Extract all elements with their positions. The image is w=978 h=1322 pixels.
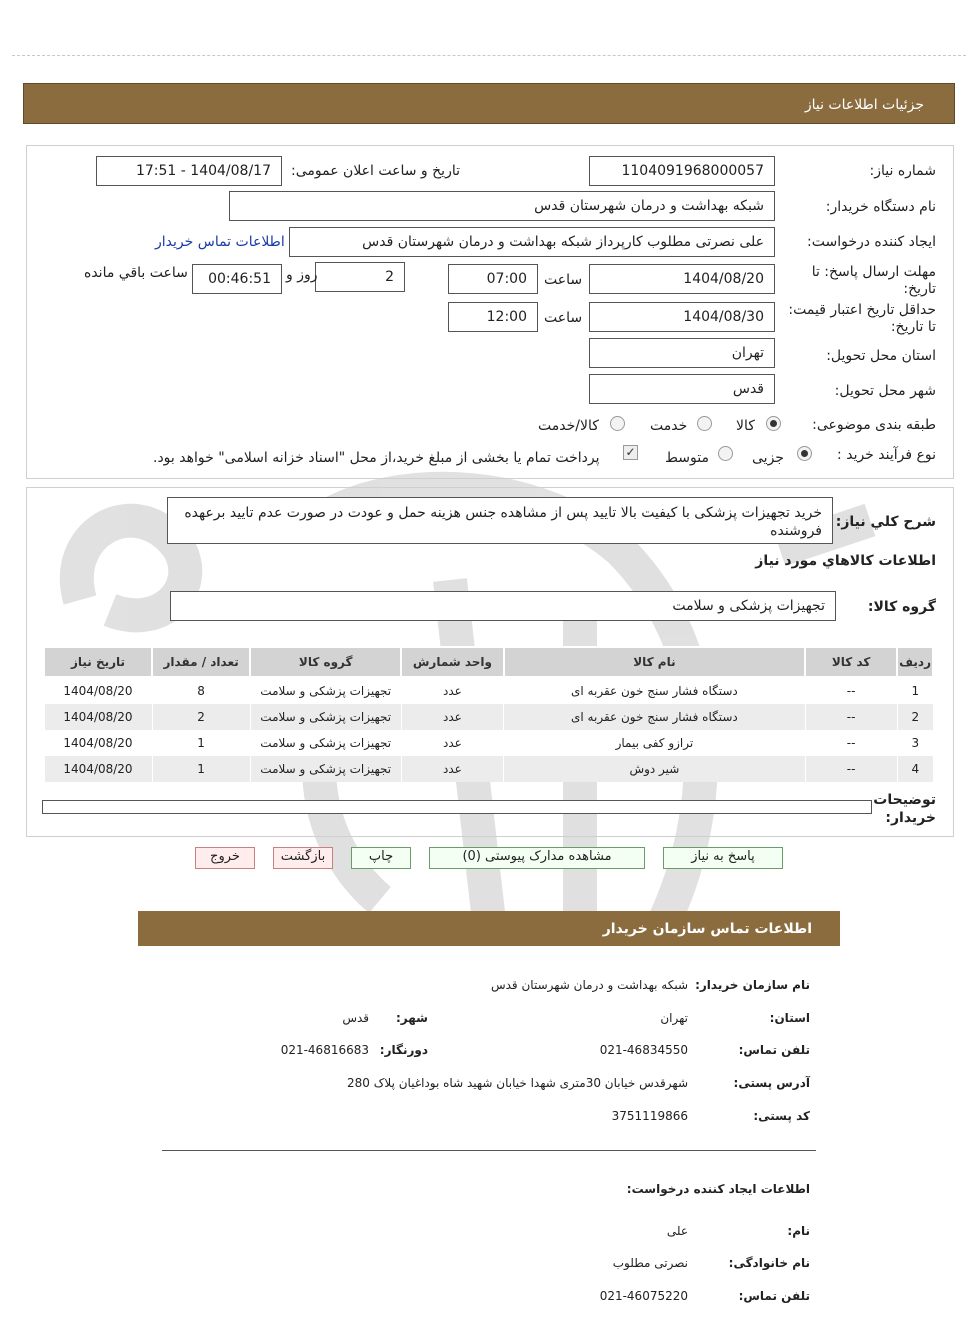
city-field: قدس: [589, 374, 775, 404]
contact-phone-value: 021-46834550: [599, 1043, 688, 1057]
contact-phone-label: تلفن تماس:: [738, 1043, 810, 1057]
reply-button[interactable]: پاسخ به نیاز: [663, 847, 783, 869]
table-row: [44, 730, 933, 756]
col-row: رديف: [897, 647, 933, 677]
cell-row: 1: [897, 677, 933, 704]
contact-province-value: تهران: [660, 1011, 688, 1025]
cell-code: --: [805, 677, 897, 704]
payment-checkbox[interactable]: ✓: [623, 445, 638, 460]
province-field: تهران: [589, 338, 775, 368]
days-field: 2: [315, 262, 405, 292]
province-label: استان محل تحویل:: [826, 348, 936, 364]
description-label: شرح کلي نياز:: [835, 514, 936, 530]
requester-title: اطلاعات ایجاد کننده درخواست:: [626, 1182, 810, 1196]
cell-qty: 8: [152, 677, 250, 704]
process-minor-label: جزیی: [752, 450, 784, 466]
category-label: طبقه بندی موضوعی:: [812, 417, 936, 433]
category-radio-goods[interactable]: [766, 416, 781, 431]
page-title: جزئیات اطلاعات نیاز: [804, 97, 924, 113]
print-button[interactable]: چاپ: [351, 847, 411, 869]
category-radio-goods-service[interactable]: [610, 416, 625, 431]
requester-phone-label: تلفن تماس:: [738, 1289, 810, 1303]
cell-unit: عدد: [401, 677, 504, 704]
requester-first-name-label: نام:: [787, 1224, 810, 1238]
cell-code: --: [805, 756, 897, 782]
category-radio-service[interactable]: [697, 416, 712, 431]
validity-label: حداقل تاریخ اعتبار قیمت: تا تاریخ:: [788, 302, 936, 335]
col-name: نام کالا: [504, 647, 805, 677]
buyer-org-field: شبکه بهداشت و درمان شهرستان قدس: [229, 191, 775, 221]
buyer-contact-link[interactable]: اطلاعات تماس خریدار: [155, 234, 285, 250]
table-row: [44, 677, 933, 704]
exit-button[interactable]: خروج: [195, 847, 255, 869]
goods-group-label: گروه کالا:: [867, 599, 936, 615]
requester-last-name-value: نصرتی مطلوب: [612, 1256, 688, 1270]
deadline-time-label: ساعت: [544, 272, 583, 288]
cell-qty: 1: [152, 730, 250, 756]
requester-first-name-value: علی: [666, 1224, 688, 1238]
buyer-org-label: نام دستگاه خریدار:: [825, 199, 936, 215]
cell-group: تجهیزات پزشکی و سلامت: [250, 677, 401, 704]
cell-unit: عدد: [401, 756, 504, 782]
requester-last-name-label: نام خانوادگی:: [728, 1256, 810, 1270]
page-header: [23, 83, 955, 124]
days-label: روز و: [286, 267, 318, 283]
contact-header: [138, 911, 840, 946]
col-unit: واحد شمارش: [401, 647, 504, 677]
need-number-label: شماره نیاز:: [869, 163, 936, 179]
buyer-notes-field: [42, 800, 872, 814]
back-button[interactable]: بازگشت: [273, 847, 333, 869]
cell-row: 4: [897, 756, 933, 782]
creator-label: ایجاد کننده درخواست:: [807, 234, 936, 250]
cell-code: --: [805, 730, 897, 756]
cell-name: شیر دوش: [504, 756, 805, 782]
col-code: کد کالا: [805, 647, 897, 677]
contact-postal-value: 3751119866: [611, 1109, 688, 1123]
cell-qty: 1: [152, 756, 250, 782]
goods-group-field: تجهیزات پزشکی و سلامت: [170, 591, 836, 621]
contact-org-value: شبکه بهداشت و درمان شهرستان قدس: [490, 978, 688, 992]
contact-city-label: شهر:: [396, 1011, 428, 1025]
col-group: گروه کالا: [250, 647, 401, 677]
attachments-button[interactable]: مشاهده مدارک پیوستی (0): [429, 847, 645, 869]
cell-code: --: [805, 704, 897, 730]
contact-fax-label: دورنگار:: [379, 1043, 428, 1057]
category-goods-label: کالا: [736, 418, 755, 434]
description-field: خرید تجهیزات پزشکی با کیفیت بالا تایید پس از مشاهده جنس هزینه حمل و عودت در صورت عدم تایید برعهده فروشنده: [167, 497, 833, 544]
process-medium-label: متوسط: [665, 450, 709, 466]
cell-group: تجهیزات پزشکی و سلامت: [250, 704, 401, 730]
announce-field: 1404/08/17 - 17:51: [96, 156, 282, 186]
validity-time-label: ساعت: [544, 310, 583, 326]
cell-qty: 2: [152, 704, 250, 730]
goods-table-header: [44, 647, 933, 677]
validity-date-field: 1404/08/30: [589, 302, 775, 332]
city-label: شهر محل تحویل:: [834, 383, 936, 399]
contact-address-value: شهرقدس خیابان 30متری شهدا خیابان شهید شاه بوداغیان پلاک 280: [346, 1076, 688, 1090]
deadline-label: مهلت ارسال پاسخ: تا تاریخ:: [811, 264, 936, 297]
cell-name: دستگاه فشار سنج خون عقربه ای: [504, 704, 805, 730]
deadline-date-field: 1404/08/20: [589, 264, 775, 294]
col-date: تاريخ نياز: [44, 647, 152, 677]
category-service-label: خدمت: [650, 418, 688, 434]
table-row: [44, 704, 933, 730]
remaining-label: ساعت باقي مانده: [84, 265, 188, 281]
contact-province-label: استان:: [769, 1011, 810, 1025]
cell-row: 3: [897, 730, 933, 756]
top-divider: [12, 55, 966, 56]
cell-date: 1404/08/20: [44, 704, 152, 730]
goods-table: [43, 646, 934, 782]
cell-date: 1404/08/20: [44, 677, 152, 704]
goods-section-title: اطلاعات کالاهاي مورد نياز: [755, 553, 936, 569]
requester-phone-value: 021-46075220: [599, 1289, 688, 1303]
cell-unit: عدد: [401, 704, 504, 730]
section-divider: [162, 1150, 816, 1151]
cell-group: تجهیزات پزشکی و سلامت: [250, 756, 401, 782]
creator-field: علی نصرتی مطلوب کارپرداز شبکه بهداشت و درمان شهرستان قدس: [289, 227, 775, 257]
announce-label: تاریخ و ساعت اعلان عمومی:: [291, 163, 460, 179]
validity-time-field: 12:00: [448, 302, 538, 332]
need-number-field: 1104091968000057: [589, 156, 775, 186]
cell-row: 2: [897, 704, 933, 730]
deadline-time-field: 07:00: [448, 264, 538, 294]
contact-fax-value: 021-46816683: [280, 1043, 369, 1057]
col-qty: تعداد / مقدار: [152, 647, 250, 677]
category-goods-service-label: کالا/خدمت: [538, 418, 599, 434]
buyer-notes-label: توضيحات خريدار:: [873, 792, 936, 826]
cell-group: تجهیزات پزشکی و سلامت: [250, 730, 401, 756]
cell-name: ترازو کفی بیمار: [504, 730, 805, 756]
cell-name: دستگاه فشار سنج خون عقربه ای: [504, 677, 805, 704]
process-radio-medium[interactable]: [718, 446, 733, 461]
contact-org-label: نام سازمان خریدار:: [695, 978, 810, 992]
cell-date: 1404/08/20: [44, 730, 152, 756]
contact-postal-label: کد پستی:: [753, 1109, 810, 1123]
contact-title: اطلاعات تماس سازمان خریدار: [602, 921, 812, 937]
cell-date: 1404/08/20: [44, 756, 152, 782]
process-label: نوع فرآیند خرید :: [837, 447, 936, 463]
table-row: [44, 756, 933, 782]
contact-city-value: قدس: [342, 1011, 369, 1025]
process-radio-minor[interactable]: [797, 446, 812, 461]
remaining-field: 00:46:51: [192, 264, 282, 294]
payment-note: پرداخت تمام یا بخشی از مبلغ خرید،از محل "اسناد خزانه اسلامی" خواهد بود.: [153, 450, 600, 466]
cell-unit: عدد: [401, 730, 504, 756]
contact-address-label: آدرس پستی:: [733, 1076, 810, 1090]
